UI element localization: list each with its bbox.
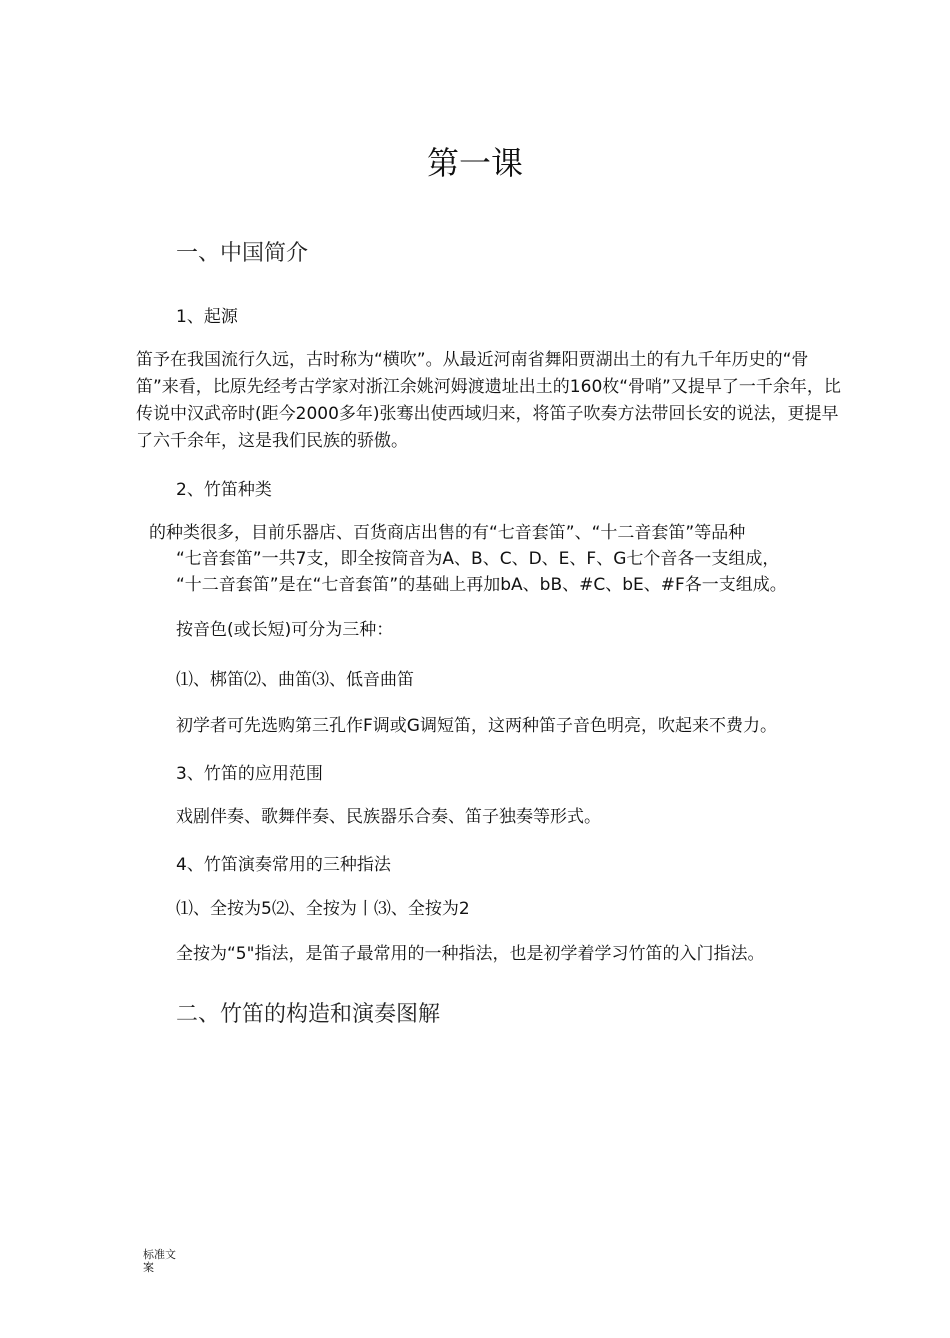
- origin-paragraph: 笛予在我国流行久远，古时称为“横吹”。从最近河南省舞阳贾湖出土的有九千年历史的“骨笛”来看，比原先经考古学家对浙江余姚河姆渡遗址出土的160枚“骨哨”又提早了一千余年，比传说中汉武帝时(距今2000多年)张骞出使西域归来，将笛子吹奏方法带回长安的说法，更提早了六千余年，这是我们民族的骄傲。: [136, 350, 841, 451]
- subheading-flute-types: 2、竹笛种类: [176, 480, 272, 500]
- page-title: 第一课: [426, 144, 523, 182]
- fingerings-line-1: ⑴、全按为5⑵、全按为丨⑶、全按为2: [176, 899, 470, 919]
- section-heading-intro: 一、中国简介: [176, 241, 309, 266]
- footer-line-2: 案: [143, 1261, 154, 1274]
- types-line-6: 初学者可先选购第三孔作F调或G调短笛，这两种笛子音色明亮，吹起来不费力。: [176, 716, 777, 736]
- footer-label: [143, 1248, 176, 1274]
- types-line-1: 的种类很多，目前乐器店、百货商店出售的有“七音套笛”、“十二音套笛”等品种: [149, 523, 746, 543]
- subheading-fingerings: 4、竹笛演奏常用的三种指法: [176, 855, 391, 875]
- types-line-4: 按音色(或长短)可分为三种：: [176, 620, 394, 640]
- types-line-2: “七音套笛”一共7支，即全按筒音为A、B、C、D、E、F、G七个音各一支组成，: [176, 549, 780, 569]
- section-heading-structure: 二、竹笛的构造和演奏图解: [176, 1002, 441, 1027]
- subheading-origin: 1、起源: [176, 307, 238, 327]
- application-line-1: 戏剧伴奏、歌舞伴奏、民族器乐合奏、笛子独奏等形式。: [176, 807, 601, 827]
- footer-line-1: 标准文: [143, 1248, 176, 1261]
- types-line-3: “十二音套笛”是在“七音套笛”的基础上再加bA、bB、#C、bE、#F各一支组成。: [176, 575, 787, 595]
- fingerings-line-2: 全按为“5"指法，是笛子最常用的一种指法，也是初学着学习竹笛的入门指法。: [176, 944, 765, 964]
- types-line-5: ⑴、梆笛⑵、曲笛⑶、低音曲笛: [176, 670, 414, 690]
- subheading-application: 3、竹笛的应用范围: [176, 764, 323, 784]
